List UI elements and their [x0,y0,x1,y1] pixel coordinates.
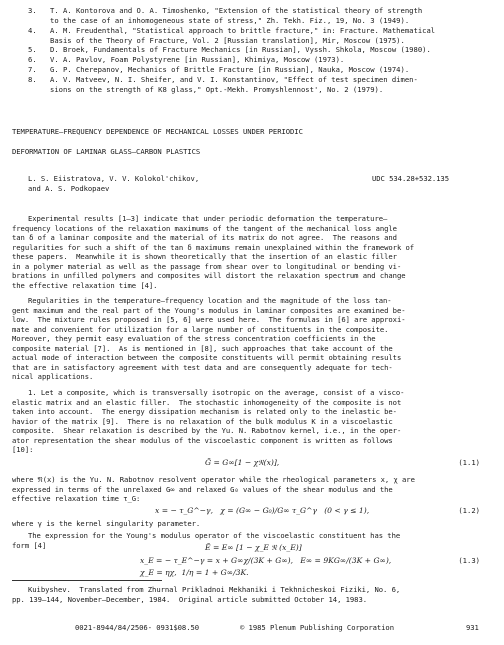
authors-line: L. S. Eiistratova, V. V. Kolokol'chikov, [28,174,200,183]
text-line: these papers. Meanwhile it is shown theoretically that the insertion of an elastic filler [12,252,397,261]
article-title-line: TEMPERATURE–FREQUENCY DEPENDENCE OF MECHANICAL LOSSES UNDER PERIODIC [12,127,303,136]
reference-number: 8. [28,75,37,84]
footnote-line: pp. 139–144, November–December, 1984. Original article submitted October 14, 1983. [12,594,368,604]
footnote-rule [12,580,162,581]
text-line: that are in satisfactory agreement with test data and are consequently adequate for tech- [12,362,393,372]
equation-1-1: G̃ = G∞[1 − χ𝔑(x)], [205,458,280,467]
text-line: expressed in terms of the unrelaxed G∞ and relaxed G₀ values of the shear modulus and the [12,484,393,494]
text-line: havior of the matrix [9]. There is no relaxation of the bulk modulus K in a viscoelastic [12,416,393,426]
equation-number: (1.1) [458,458,480,467]
reference-number: 6. [28,55,37,64]
text-line: frequency locations of the relaxation maximums of the tangent of the mechanical loss angle [12,223,397,233]
reference-text: G. P. Cherepanov, Mechanics of Brittle Fracture [in Russian], Nauka, Moscow (1974). [50,65,410,74]
reference-text: to the case of an inhomogeneous state of stress," Zh. Tekh. Fiz., 19, No. 3 (1949). [50,15,410,25]
text-line: nical applications. [12,372,94,381]
page-number: 931 [466,623,479,632]
text-line: elastic matrix and an elastic filler. The stochastic inhomogeneity of the composite is not [12,397,402,407]
reference-text: Basis of the Theory of Fracture, Vol. 2 [Russian translation], Mir, Moscow (1975). [50,35,405,45]
equation-number: (1.3) [458,556,480,565]
text-line: tan δ of a laminar composite and the material of its matrix do not agree. The reasons and [12,233,397,242]
text-line: where γ is the kernel singularity parameter. [12,519,201,528]
text-line: low. The mixture rules proposed in [5, 6] were used here. The formulas in [6] are approxi- [12,315,406,324]
text-line: composite material [7]. As is mentioned in [8], such approaches that take account of the [12,343,393,353]
footnote-line: Kuibyshev. Translated from Zhurnal Prikladnoi Mekhaniki i Tekhnicheskoi Fiziki, No. 6, [28,585,401,594]
reference-text: A. M. Freudenthal, "Statistical approach to brittle fracture," in: Fracture. Mathematical [50,26,436,35]
equation-1-2: x = − τ_G^−γ, χ = (G∞ − G₀)/G∞ τ_G^γ (0 < γ ≤ 1), [155,506,370,515]
text-line: composite. Shear relaxation is described by the Yu. N. Rabotnov kernel, i.e., in the oper- [12,426,402,435]
equation-1-3-line: χ_E = ηχ, 1/η = 1 + G∞/3K. [140,568,249,577]
text-line: 1. Let a composite, which is transversally isotropic on the average, consist of a visco- [28,388,405,397]
text-line: form [4] [12,540,47,550]
reference-number: 7. [28,65,37,74]
footer-issn: 0021-8944/84/2506- 0931$08.50 [75,623,200,632]
udc-code: UDC 534.28+532.135 [372,174,449,183]
equation-1-3-line: x_E = − τ_E^−γ = x + G∞χ/(3K + G∞), E∞ = 9KG∞/(3K + G∞), [140,556,392,565]
reference-number: 4. [28,26,37,35]
text-line: Experimental results [1–3] indicate that under periodic deformation the temperature– [28,214,388,223]
text-line: in a polymer material as well as the passage from shear over to longitudinal or bending vi- [12,261,402,271]
reference-number: 3. [28,6,37,15]
text-line: Moreover, they permit easy evaluation of the stress concentration coefficients in the [12,334,376,343]
reference-text: V. A. Pavlov, Foam Polystyrene [in Russian], Khimiya, Moscow (1973). [50,55,345,64]
text-line: effective relaxation time τ_G: [12,494,141,503]
reference-text: T. A. Kontorova and O. A. Timoshenko, "Extension of the statistical theory of strength [50,6,423,15]
text-line: The expression for the Young's modulus operator of the viscoelastic constituent has the [28,531,401,540]
article-title-line: DEFORMATION OF LAMINAR GLASS–CARBON PLASTICS [12,147,201,156]
text-line: gent maximum and the real part of the Young's modulus in laminar composites are examined be- [12,305,406,315]
text-line: regularities for such a shift of the tan δ maximums remain unexplained within the framework of [12,242,415,252]
equation-number: (1.2) [458,506,480,515]
footer-copyright: © 1985 Plenum Publishing Corporation [240,623,394,632]
authors-line: and A. S. Podkopaev [28,184,110,193]
text-line: brations in unfilled polymers and composites will distort the relaxation spectrum and change [12,271,406,280]
reference-text: sions on the strength of K8 glass," Opt.-Mekh. Promyshlennost', No. 2 (1979). [50,84,384,94]
reference-text: D. Broek, Fundamentals of Fracture Mechanics [in Russian], Vyssh. Shkola, Moscow (1980). [50,45,431,54]
text-line: mate and convenient for utilization for a large number of constituents in the composite. [12,324,389,334]
text-line: [10]: [12,445,34,454]
text-line: taken into account. The energy dissipation mechanism is related only to the inelastic be- [12,407,397,416]
text-line: the effective relaxation time [4]. [12,280,158,290]
equation-1-3-line: Ẽ = E∞ [1 − χ_E 𝔑 (x_E)] [205,543,302,552]
text-line: actual mode of interaction between the composite constituents will permit obtaining results [12,353,402,362]
text-line: where 𝔑(x) is the Yu. N. Rabotnov resolvent operator while the rheological parameters x, χ are [12,475,415,484]
text-line: Regularities in the temperature–frequency location and the magnitude of the loss tan- [28,296,392,305]
reference-text: A. V. Matveev, N. I. Sheifer, and V. I. Konstantinov, "Effect of test specimen dimen- [50,75,418,84]
text-line: ator representation the shear modulus of the viscoelastic component is written as follows [12,435,393,445]
reference-number: 5. [28,45,37,54]
